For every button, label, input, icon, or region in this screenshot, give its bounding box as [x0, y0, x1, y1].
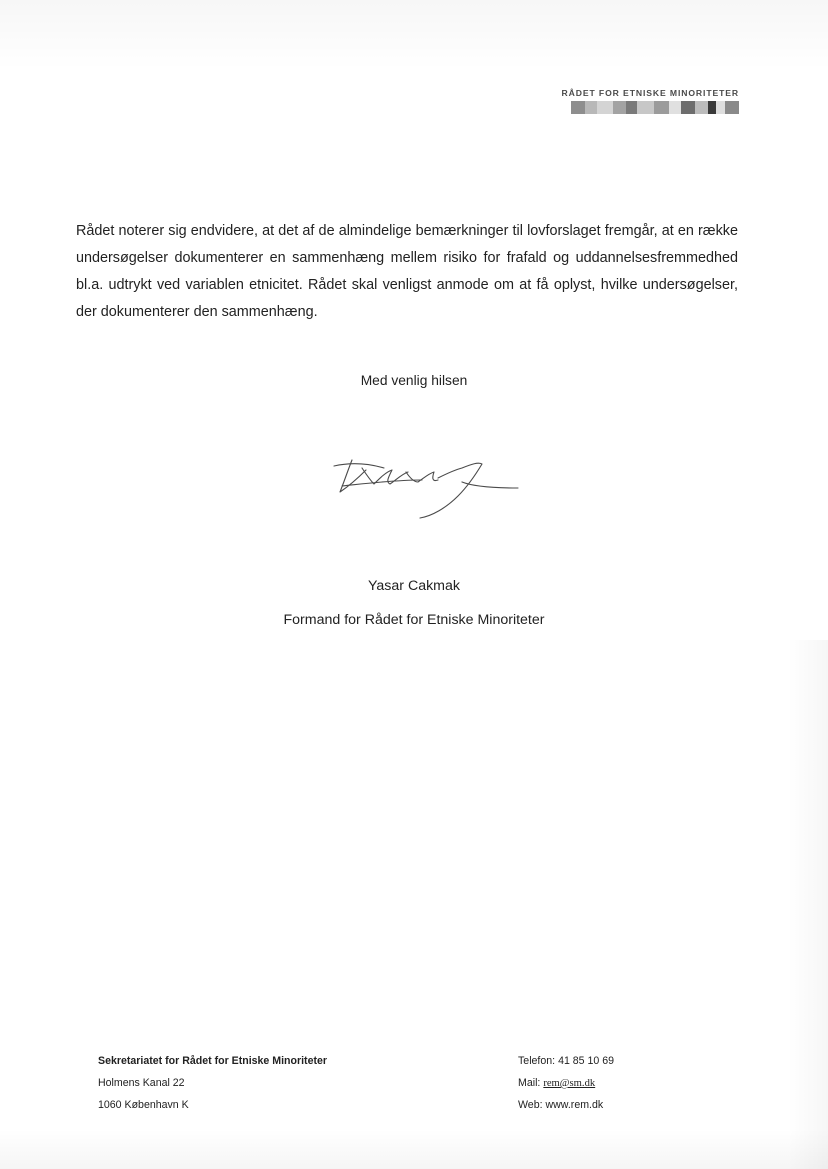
logo-square [725, 101, 739, 114]
mail-link[interactable]: rem@sm.dk [543, 1078, 596, 1089]
footer-address [98, 1054, 327, 1120]
footer-phone-line [518, 1054, 614, 1076]
logo-square [654, 101, 669, 114]
scan-noise-bottom [0, 1129, 828, 1169]
logo-square [637, 101, 654, 114]
phone-number: 41 85 10 69 [558, 1055, 615, 1067]
logo-color-bar [544, 101, 739, 114]
footer-organization: Sekretariatet for Rådet for Etniske Minoriteter [98, 1055, 328, 1067]
footer-mail-line [518, 1076, 614, 1098]
web-link[interactable]: www.rem.dk [545, 1099, 604, 1111]
footer-contact [518, 1054, 614, 1120]
signer-name: Yasar Cakmak [368, 578, 460, 594]
logo-square [681, 101, 695, 114]
organization-logo [544, 88, 739, 114]
logo-square [669, 101, 681, 114]
closing-greeting: Med venlig hilsen [360, 373, 468, 388]
footer-street: Holmens Kanal 22 [98, 1077, 185, 1089]
mail-label: Mail: [518, 1077, 541, 1089]
logo-square [695, 101, 708, 114]
phone-label: Telefon: [518, 1055, 556, 1067]
logo-square [708, 101, 716, 114]
logo-text: RÅDET FOR ETNISKE MINORITETER [561, 88, 739, 98]
logo-square [585, 101, 597, 114]
web-label: Web: [518, 1099, 543, 1111]
signer-title: Formand for Rådet for Etniske Minoriteter [283, 612, 545, 628]
footer-web-line [518, 1098, 614, 1120]
scan-noise-top [0, 0, 828, 70]
scan-noise-right [788, 640, 828, 1169]
logo-square [613, 101, 626, 114]
logo-square [571, 101, 585, 114]
logo-square [626, 101, 637, 114]
footer-city: 1060 København K [98, 1099, 189, 1111]
letter-paragraph: Rådet noterer sig endvidere, at det af de almindelige bemærkninger til lovforslaget fremgår, at en række undersøgelser dokumenterer en sammenhæng mellem risiko for frafald og uddannelsesfremmedhed bl.a. udtrykt ved variablen etnicitet. Rådet skal venligst anmode om at få oplyst, hvilke undersøgelser, der dokumenterer den sammenhæng. [76, 223, 738, 320]
logo-square [716, 101, 725, 114]
handwritten-signature [322, 452, 522, 524]
logo-square [597, 101, 613, 114]
